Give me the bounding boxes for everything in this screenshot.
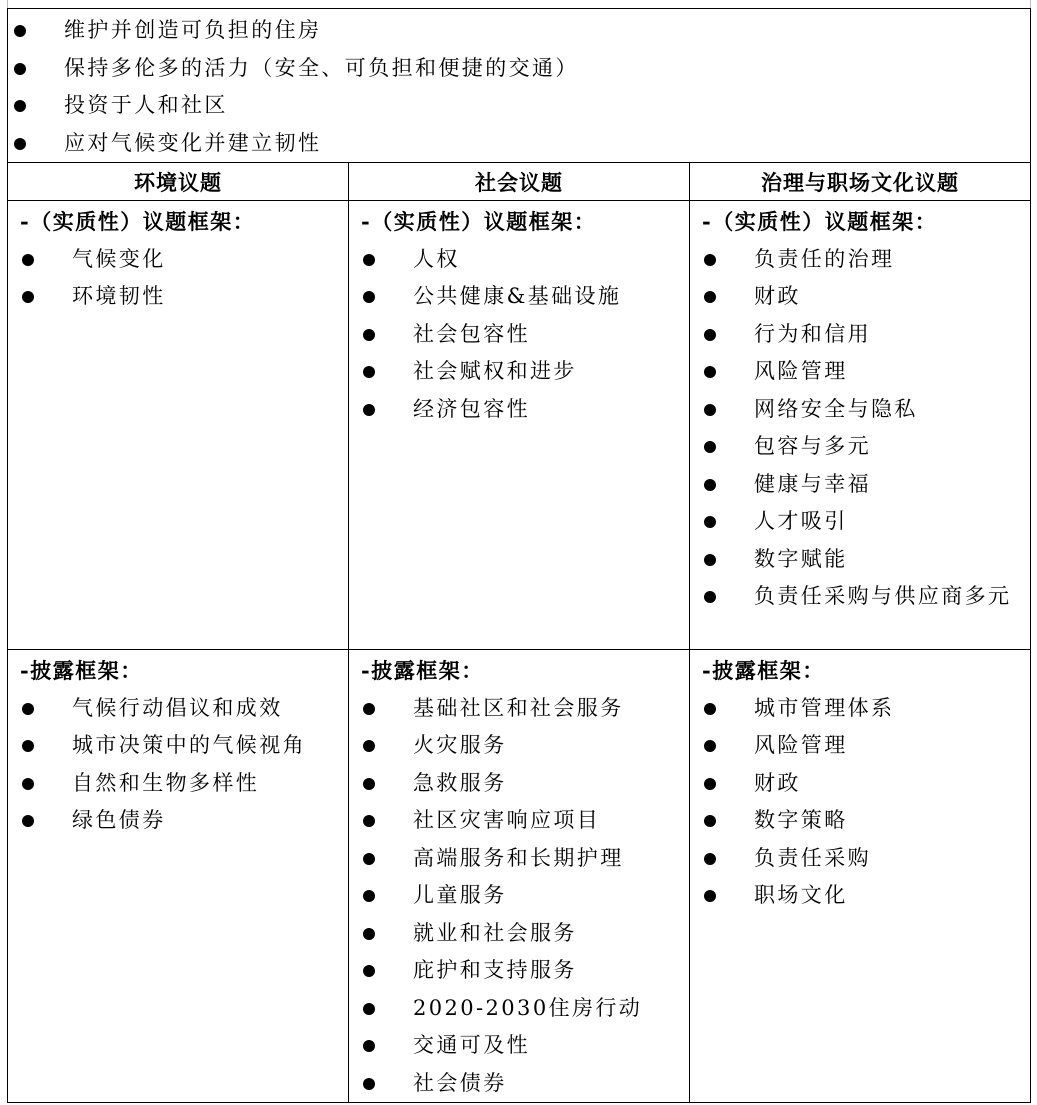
disclosure-governance-cell bbox=[690, 650, 1031, 1103]
disclosure-row bbox=[8, 650, 1031, 1103]
margin-tick-right bbox=[1030, 0, 1031, 8]
section-title: -披露框架： bbox=[361, 658, 484, 683]
header-governance: 治理与职场文化议题 bbox=[690, 163, 1031, 201]
section-title: -披露框架： bbox=[702, 658, 825, 683]
list-item: 负责任的治理 bbox=[702, 241, 1024, 279]
top-bullet-list bbox=[12, 12, 1030, 162]
list-item: 职场文化 bbox=[702, 877, 1024, 915]
list-item: 财政 bbox=[702, 278, 1024, 316]
list-item: 风险管理 bbox=[702, 727, 1024, 765]
list-item: 公共健康&基础设施 bbox=[361, 278, 683, 316]
top-bullets-row bbox=[8, 9, 1031, 163]
list-item: 气候行动倡议和成效 bbox=[20, 690, 342, 728]
section-title: -（实质性）议题框架： bbox=[20, 209, 256, 234]
list-item: 负责任采购与供应商多元 bbox=[702, 578, 1024, 616]
header-row bbox=[8, 163, 1031, 201]
list-item: 社区灾害响应项目 bbox=[361, 802, 683, 840]
list-item: 人才吸引 bbox=[702, 503, 1024, 541]
list-item: 城市管理体系 bbox=[702, 690, 1024, 728]
header-social: 社会议题 bbox=[349, 163, 690, 201]
material-social-list bbox=[361, 241, 683, 429]
list-item: 绿色债券 bbox=[20, 802, 342, 840]
list-item: 火灾服务 bbox=[361, 727, 683, 765]
list-item: 2020-2030住房行动 bbox=[361, 990, 683, 1028]
list-item: 自然和生物多样性 bbox=[20, 765, 342, 803]
material-environment-list bbox=[20, 241, 342, 316]
list-item: 网络安全与隐私 bbox=[702, 391, 1024, 429]
margin-tick-left bbox=[7, 0, 8, 8]
disclosure-social-list bbox=[361, 690, 683, 1103]
list-item: 数字策略 bbox=[702, 802, 1024, 840]
section-title: -（实质性）议题框架： bbox=[361, 209, 597, 234]
list-item: 健康与幸福 bbox=[702, 466, 1024, 504]
disclosure-governance-list bbox=[702, 690, 1024, 915]
list-item: 高端服务和长期护理 bbox=[361, 840, 683, 878]
list-item: 儿童服务 bbox=[361, 877, 683, 915]
disclosure-environment-cell bbox=[8, 650, 349, 1103]
list-item: 社会债券 bbox=[361, 1065, 683, 1103]
list-item: 行为和信用 bbox=[702, 316, 1024, 354]
disclosure-social-cell bbox=[349, 650, 690, 1103]
section-title: -披露框架： bbox=[20, 658, 143, 683]
list-item: 庇护和支持服务 bbox=[361, 952, 683, 990]
list-item: 交通可及性 bbox=[361, 1027, 683, 1065]
list-item: 气候变化 bbox=[20, 241, 342, 279]
list-item: 人权 bbox=[361, 241, 683, 279]
material-governance-list bbox=[702, 241, 1024, 616]
list-item: 环境韧性 bbox=[20, 278, 342, 316]
list-item: 维护并创造可负担的住房 bbox=[12, 12, 1030, 50]
disclosure-environment-list bbox=[20, 690, 342, 840]
list-item: 数字赋能 bbox=[702, 541, 1024, 579]
material-social-cell bbox=[349, 201, 690, 650]
list-item: 负责任采购 bbox=[702, 840, 1024, 878]
material-environment-cell bbox=[8, 201, 349, 650]
material-row bbox=[8, 201, 1031, 650]
header-environment: 环境议题 bbox=[8, 163, 349, 201]
list-item: 基础社区和社会服务 bbox=[361, 690, 683, 728]
top-bullets-cell bbox=[8, 9, 1031, 163]
list-item: 经济包容性 bbox=[361, 391, 683, 429]
list-item: 风险管理 bbox=[702, 353, 1024, 391]
list-item: 社会赋权和进步 bbox=[361, 353, 683, 391]
material-governance-cell bbox=[690, 201, 1031, 650]
esg-issues-table bbox=[7, 8, 1031, 1103]
list-item: 就业和社会服务 bbox=[361, 915, 683, 953]
list-item: 包容与多元 bbox=[702, 428, 1024, 466]
section-title: -（实质性）议题框架： bbox=[702, 209, 938, 234]
list-item: 城市决策中的气候视角 bbox=[20, 727, 342, 765]
list-item: 投资于人和社区 bbox=[12, 87, 1030, 125]
list-item: 财政 bbox=[702, 765, 1024, 803]
list-item: 应对气候变化并建立韧性 bbox=[12, 125, 1030, 163]
list-item: 社会包容性 bbox=[361, 316, 683, 354]
list-item: 急救服务 bbox=[361, 765, 683, 803]
list-item: 保持多伦多的活力（安全、可负担和便捷的交通） bbox=[12, 50, 1030, 88]
